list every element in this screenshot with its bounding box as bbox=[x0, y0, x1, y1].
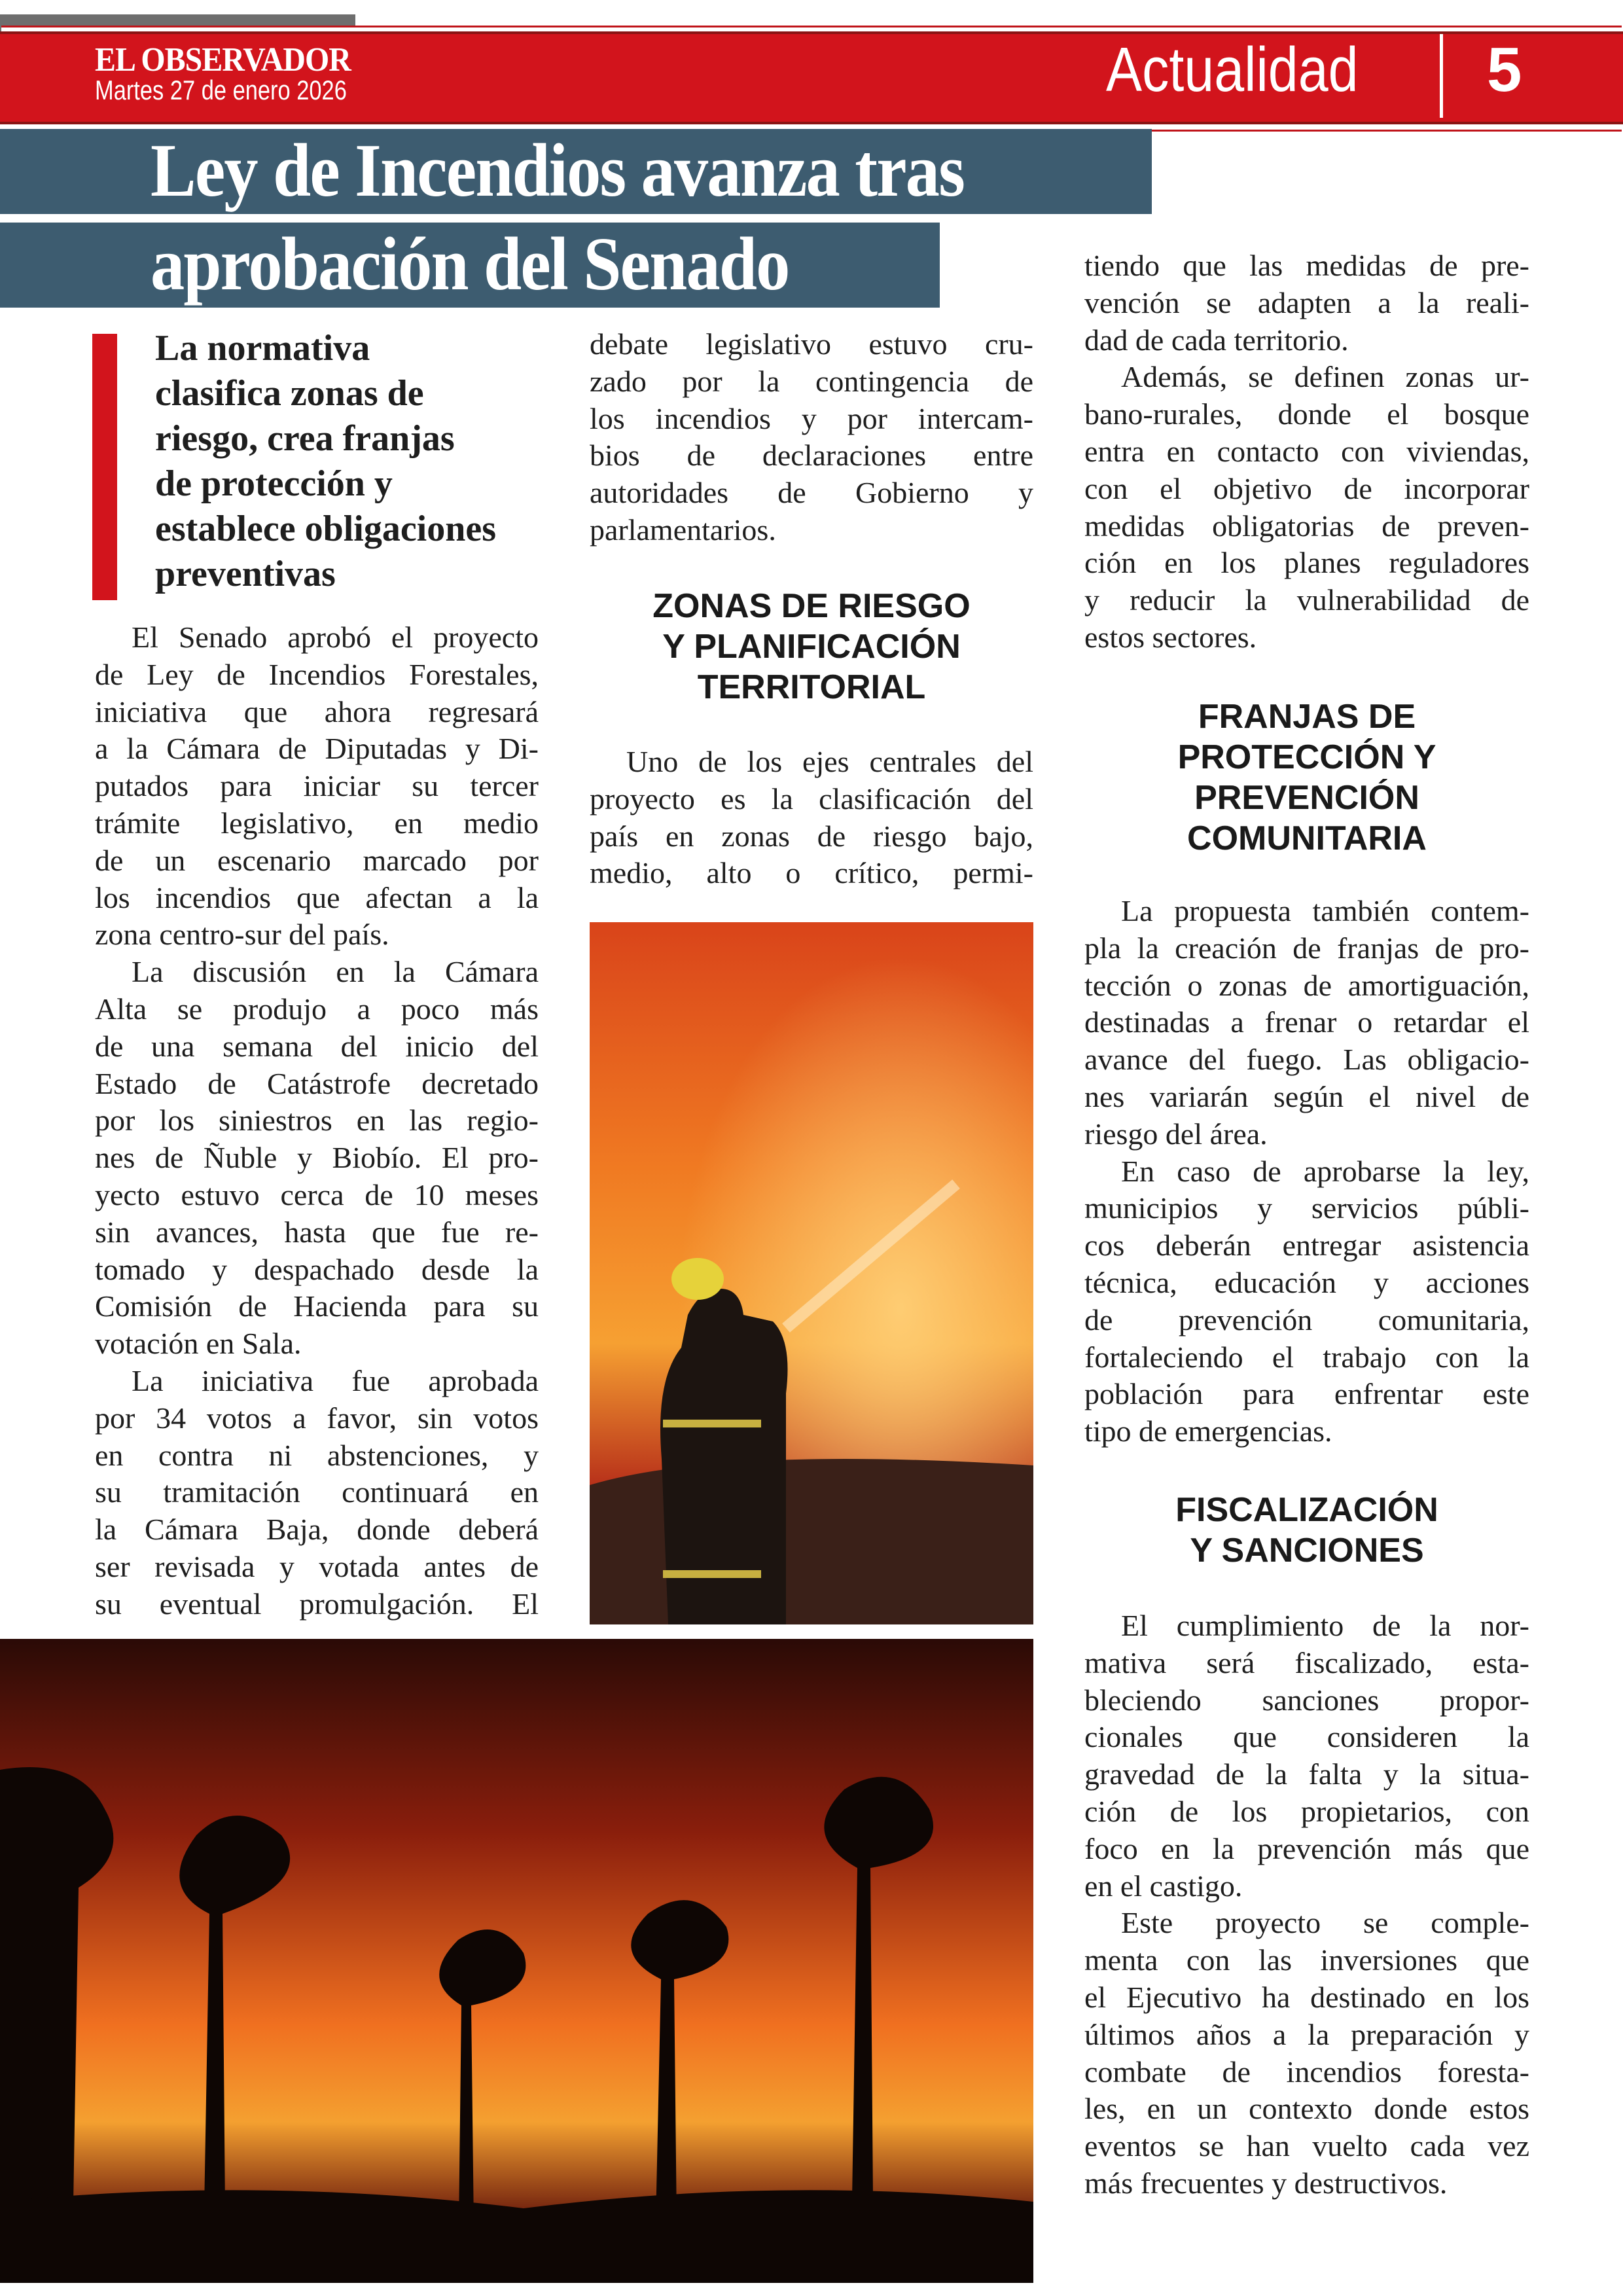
paragraph bbox=[95, 619, 539, 954]
text-line: Este proyecto se comple- bbox=[1121, 1906, 1529, 1940]
text-line: ción en los planes reguladores bbox=[1084, 546, 1529, 580]
headline-text-1: Ley de Incendios avanza tras bbox=[151, 129, 965, 213]
text-line: trámite legislativo, en medio bbox=[95, 806, 539, 840]
text-line: riesgo, crea franjas bbox=[155, 418, 455, 459]
text-line: los incendios que afectan a la bbox=[95, 880, 539, 914]
text-line: mativa será fiscalizado, esta- bbox=[1084, 1645, 1529, 1679]
paragraph bbox=[95, 1363, 539, 1623]
forest-fire-photo bbox=[0, 1639, 1033, 2283]
text-line: Estado de Catástrofe decretado bbox=[95, 1066, 539, 1100]
text-line: de protección y bbox=[155, 463, 393, 504]
text-line: FISCALIZACIÓN bbox=[1175, 1491, 1438, 1529]
firefighter-photo bbox=[590, 922, 1033, 1624]
subheading-fiscalizacion bbox=[1084, 1490, 1529, 1571]
subheading-zonas-riesgo bbox=[590, 586, 1033, 708]
text-line: ción de los propietarios, con bbox=[1084, 1794, 1529, 1828]
headline-text-2: aprobación del Senado bbox=[151, 223, 789, 306]
text-line: avance del fuego. Las obligacio- bbox=[1084, 1043, 1529, 1077]
text-line: Además, se definen zonas ur- bbox=[1121, 360, 1529, 394]
subheading-franjas bbox=[1084, 696, 1529, 859]
text-line: de un escenario marcado por bbox=[95, 843, 539, 877]
text-line: PROTECCIÓN Y bbox=[1177, 738, 1436, 776]
text-line: de una semana del inicio del bbox=[95, 1029, 539, 1063]
text-line: cos deberán entregar asistencia bbox=[1084, 1229, 1529, 1263]
newspaper-name: EL OBSERVADOR bbox=[95, 41, 351, 79]
text-line: yecto estuvo cerca de 10 meses bbox=[95, 1177, 539, 1211]
text-line: municipios y servicios públi- bbox=[1084, 1191, 1529, 1225]
text-line: TERRITORIAL bbox=[697, 668, 926, 706]
text-line: El Senado aprobó el proyecto bbox=[132, 620, 539, 654]
text-line: La normativa bbox=[155, 328, 370, 368]
body-column-3-bottom bbox=[1084, 1607, 1529, 2202]
text-line: autoridades de Gobierno y bbox=[590, 476, 1033, 510]
text-line: En caso de aprobarse la ley, bbox=[1121, 1154, 1529, 1188]
text-line: putados para iniciar su tercer bbox=[95, 769, 539, 803]
text-line: tiendo que las medidas de pre- bbox=[1084, 249, 1529, 282]
text-line: La iniciativa fue aprobada bbox=[132, 1363, 539, 1397]
text-line: Alta se produjo a poco más bbox=[95, 992, 539, 1026]
text-line: entra en contacto con viviendas, bbox=[1084, 434, 1529, 468]
text-line: medidas obligatorias de preven- bbox=[1084, 509, 1529, 543]
text-line: nes variarán según el nivel de bbox=[1084, 1079, 1529, 1113]
body-column-3-middle bbox=[1084, 893, 1529, 1450]
text-line: FRANJAS DE bbox=[1198, 698, 1416, 736]
paragraph bbox=[590, 744, 1033, 892]
kicker-accent-bar bbox=[92, 334, 117, 600]
text-line: vención se adapten a la reali- bbox=[1084, 285, 1529, 319]
paragraph bbox=[1084, 359, 1529, 656]
text-line: destinadas a frenar o retardar el bbox=[1084, 1005, 1529, 1039]
text-line: medio, alto o crítico, permi- bbox=[590, 856, 1033, 890]
text-line: les, en un contexto donde estos bbox=[1084, 2092, 1529, 2126]
text-line: a la Cámara de Diputadas y Di- bbox=[95, 732, 539, 766]
text-line: últimos años a la preparación y bbox=[1084, 2017, 1529, 2051]
text-line: los incendios y por intercam- bbox=[590, 401, 1033, 435]
text-line: país en zonas de riesgo bajo, bbox=[590, 819, 1033, 853]
headline-line-1 bbox=[0, 129, 1152, 214]
issue-date: Martes 27 de enero 2026 bbox=[95, 75, 347, 105]
text-line: parlamentarios. bbox=[590, 512, 776, 547]
text-line: en el castigo. bbox=[1084, 1869, 1243, 1903]
text-line: foco en la prevención más que bbox=[1084, 1831, 1529, 1865]
text-line: clasifica zonas de bbox=[155, 373, 424, 414]
text-line: por los siniestros en las regio- bbox=[95, 1103, 539, 1138]
text-line: tección o zonas de amortiguación, bbox=[1084, 968, 1529, 1002]
paragraph bbox=[1084, 1153, 1529, 1450]
text-line: sin avances, hasta que fue re- bbox=[95, 1215, 539, 1249]
text-line: estos sectores. bbox=[1084, 620, 1257, 654]
paragraph bbox=[1084, 1905, 1529, 2202]
body-column-3-top bbox=[1084, 247, 1529, 656]
text-line: tipo de emergencias. bbox=[1084, 1414, 1332, 1448]
text-line: su tramitación continuará en bbox=[95, 1475, 539, 1509]
text-line: preventivas bbox=[155, 554, 336, 594]
text-line: población para enfrentar este bbox=[1084, 1377, 1529, 1411]
text-line: zona centro-sur del país. bbox=[95, 918, 389, 952]
text-line: El cumplimiento de la nor- bbox=[1121, 1609, 1529, 1642]
text-line: tomado y despachado desde la bbox=[95, 1252, 539, 1286]
text-line: el Ejecutivo ha destinado en los bbox=[1084, 1980, 1529, 2014]
body-column-2-bottom bbox=[590, 744, 1033, 892]
text-line: ZONAS DE RIESGO bbox=[652, 587, 971, 625]
text-line: de prevención comunitaria, bbox=[1084, 1302, 1529, 1336]
text-line: nes de Ñuble y Biobío. El pro- bbox=[95, 1141, 539, 1175]
text-line: por 34 votos a favor, sin votos bbox=[95, 1401, 539, 1435]
text-line: eventos se han vuelto cada vez bbox=[1084, 2129, 1529, 2163]
text-line: establece obligaciones bbox=[155, 509, 497, 549]
text-line: votación en Sala. bbox=[95, 1327, 302, 1361]
page-number: 5 bbox=[1487, 35, 1522, 105]
text-line: y reducir la vulnerabilidad de bbox=[1084, 583, 1529, 617]
text-line: ser revisada y votada antes de bbox=[95, 1549, 539, 1583]
text-line: iniciativa que ahora regresará bbox=[95, 694, 539, 728]
text-line: gravedad de la falta y la situa- bbox=[1084, 1757, 1529, 1791]
text-line: Y SANCIONES bbox=[1190, 1532, 1424, 1570]
text-line: la Cámara Baja, donde deberá bbox=[95, 1513, 539, 1547]
text-line: PREVENCIÓN bbox=[1194, 779, 1419, 817]
text-line: riesgo del área. bbox=[1084, 1117, 1268, 1151]
header-gray-tab bbox=[0, 14, 355, 31]
text-line: cionales que consideren la bbox=[1084, 1720, 1529, 1754]
body-column-1 bbox=[95, 619, 539, 1623]
text-line: bleciendo sanciones propor- bbox=[1084, 1683, 1529, 1717]
text-line: La discusión en la Cámara bbox=[132, 955, 539, 989]
kicker bbox=[155, 326, 548, 597]
paragraph bbox=[1084, 247, 1529, 359]
text-line: Uno de los ejes centrales del bbox=[626, 745, 1033, 778]
text-line: con el objetivo de incorporar bbox=[1084, 471, 1529, 505]
text-line: técnica, educación y acciones bbox=[1084, 1265, 1529, 1299]
text-line: COMUNITARIA bbox=[1187, 819, 1427, 857]
paragraph bbox=[95, 954, 539, 1363]
text-line: en contra ni abstenciones, y bbox=[95, 1438, 539, 1472]
text-line: de Ley de Incendios Forestales, bbox=[95, 657, 539, 691]
headline-line-2 bbox=[0, 223, 940, 308]
paragraph bbox=[1084, 1607, 1529, 1905]
body-column-2-top bbox=[590, 326, 1033, 549]
text-line: Comisión de Hacienda para su bbox=[95, 1289, 539, 1323]
text-line: debate legislativo estuvo cru- bbox=[590, 327, 1033, 361]
text-line: Y PLANIFICACIÓN bbox=[662, 628, 961, 666]
text-line: bano-rurales, donde el bosque bbox=[1084, 397, 1529, 431]
text-line: combate de incendios foresta- bbox=[1084, 2054, 1529, 2089]
text-line: pla la creación de franjas de pro- bbox=[1084, 931, 1529, 965]
header-divider bbox=[1440, 34, 1443, 118]
text-line: fortaleciendo el trabajo con la bbox=[1084, 1340, 1529, 1374]
text-line: dad de cada territorio. bbox=[1084, 323, 1349, 357]
text-line: zado por la contingencia de bbox=[590, 364, 1033, 398]
paragraph bbox=[590, 326, 1033, 549]
section-name: Actualidad bbox=[1106, 35, 1359, 105]
paragraph bbox=[1084, 893, 1529, 1153]
text-line: bios de declaraciones entre bbox=[590, 439, 1033, 473]
text-line: La propuesta también contem- bbox=[1121, 894, 1529, 927]
text-line: menta con las inversiones que bbox=[1084, 1943, 1529, 1977]
text-line: más frecuentes y destructivos. bbox=[1084, 2166, 1448, 2200]
text-line: su eventual promulgación. El bbox=[95, 1587, 539, 1621]
text-line: proyecto es la clasificación del bbox=[590, 781, 1033, 816]
